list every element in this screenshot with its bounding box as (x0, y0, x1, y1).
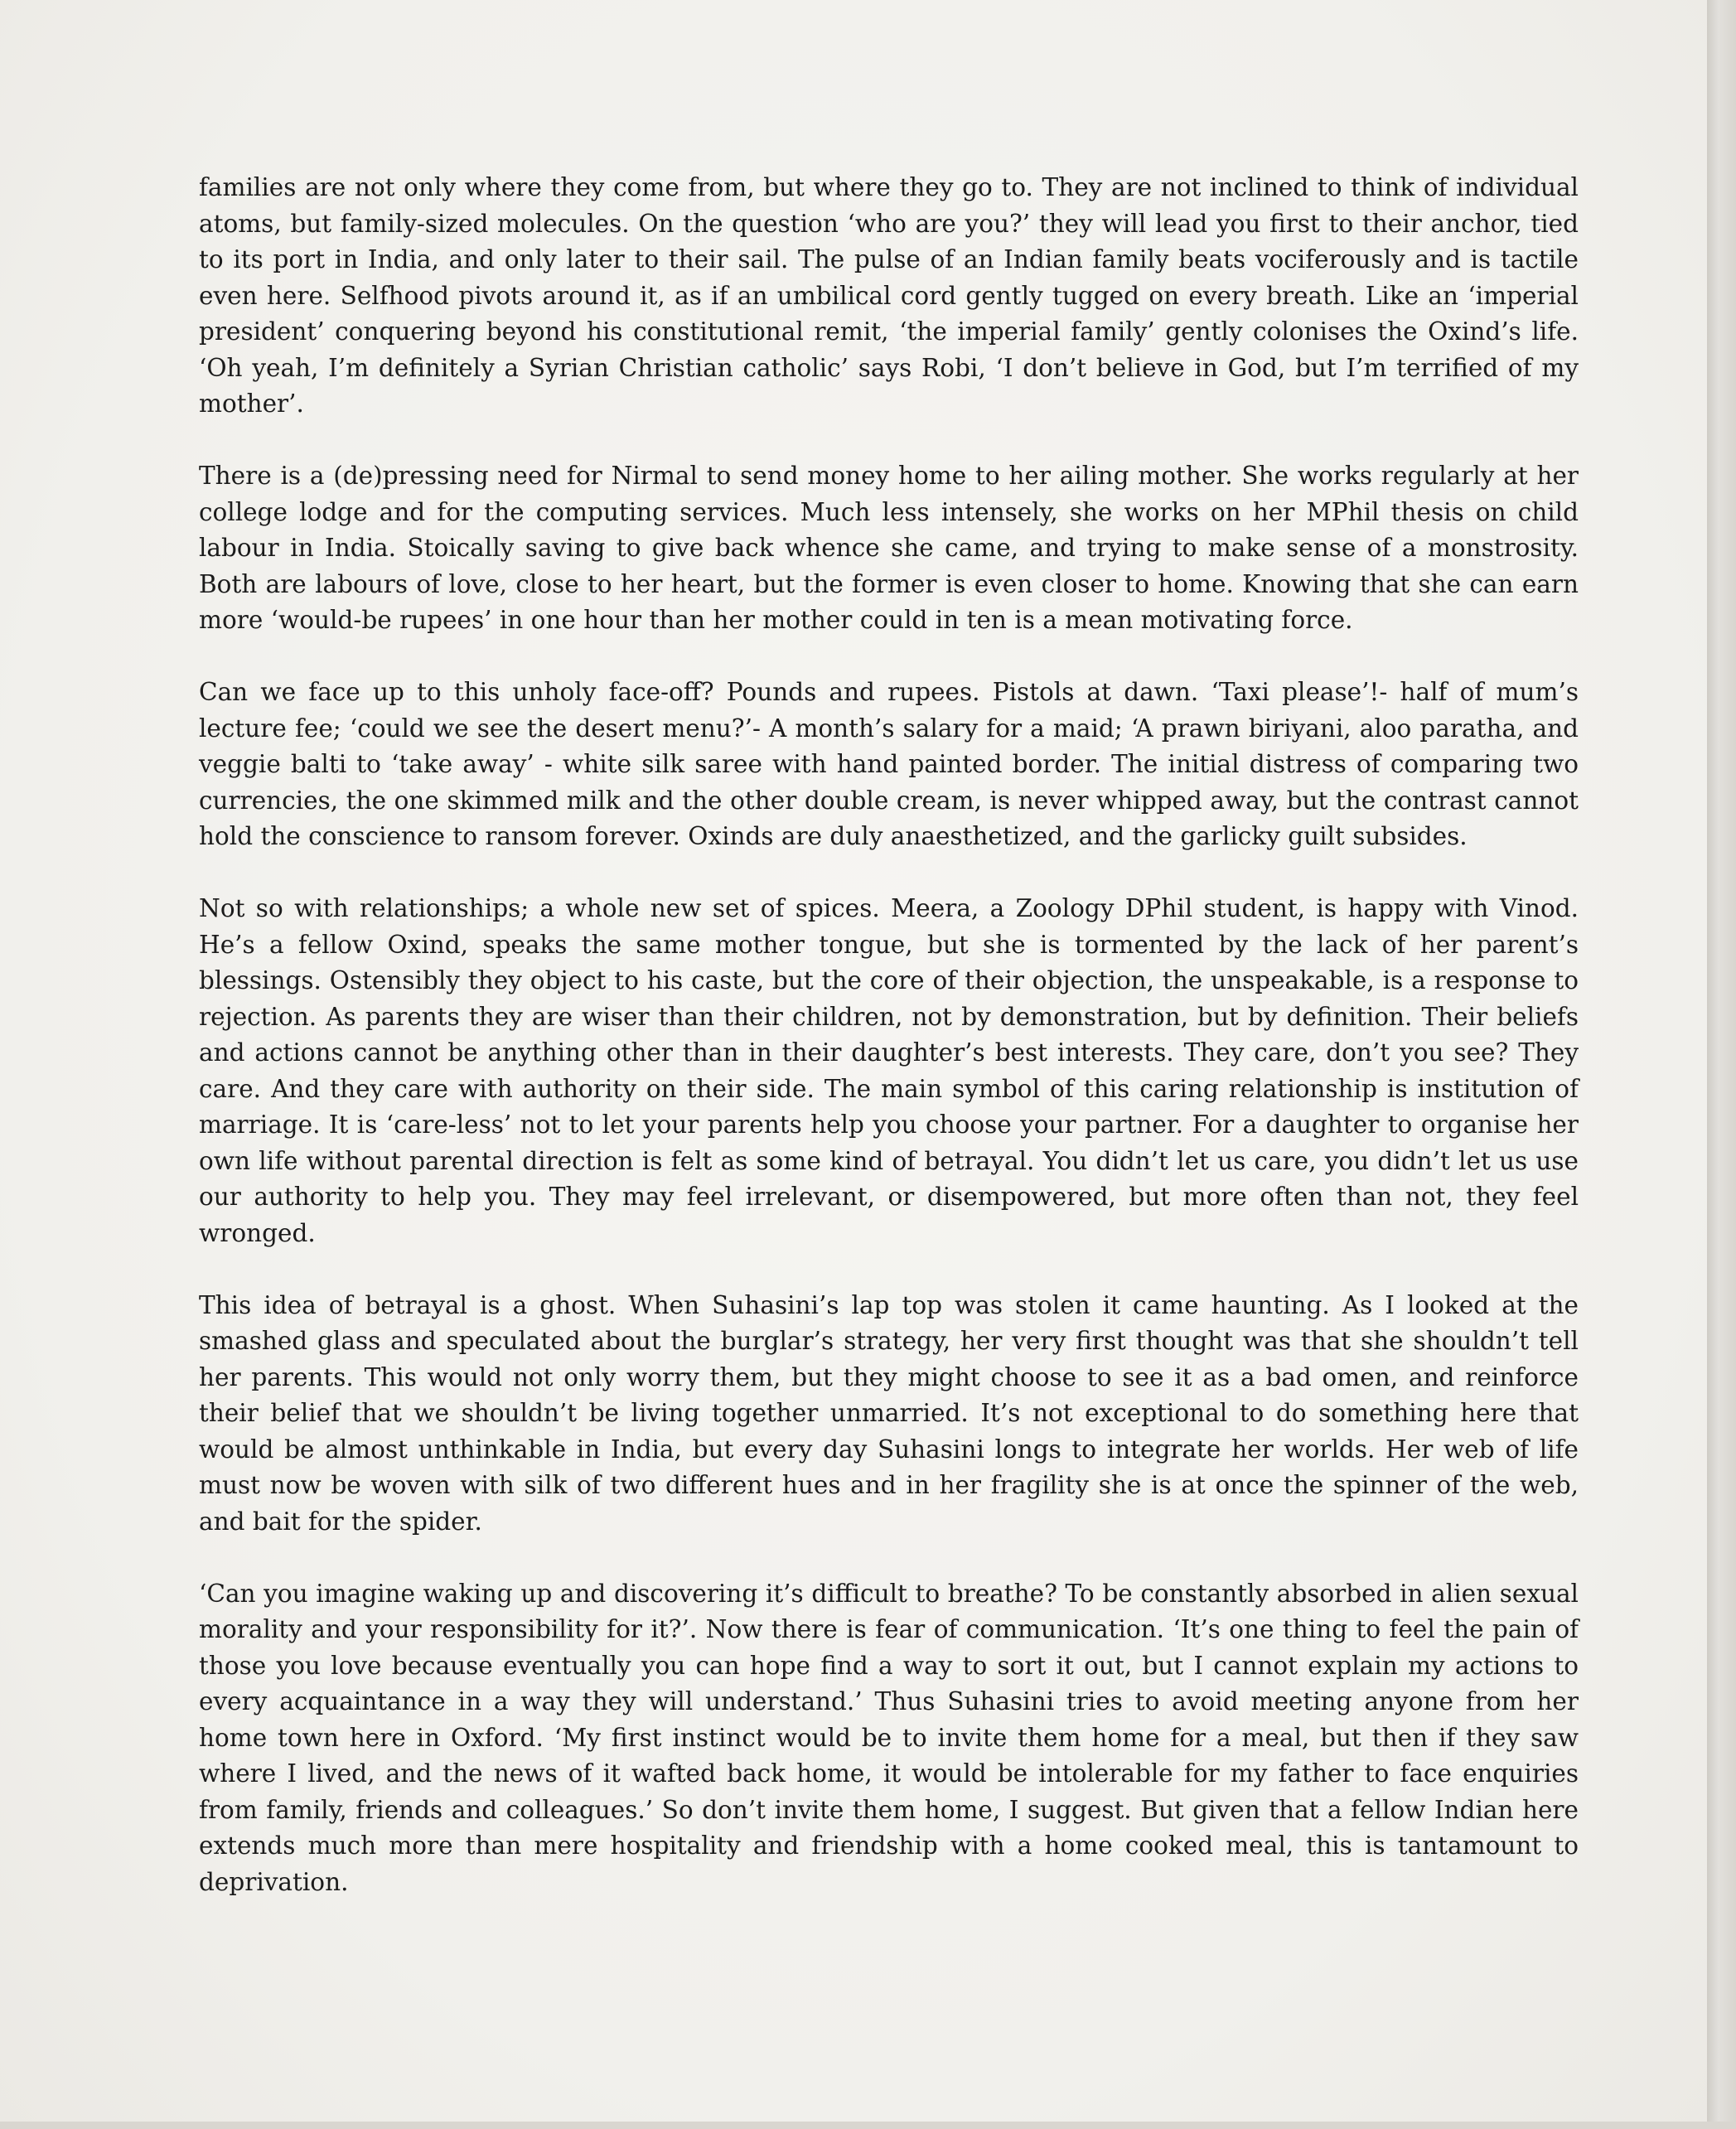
paragraph-pounds-rupees: Can we face up to this unholy face-off? Pounds and rupees. Pistols at dawn. ‘Taxi please’!- half of mum’s lecture fee; ‘could we see the desert menu?’- A month’s salary for a maid; ‘A prawn biriyani, aloo paratha, and veggie balti to ‘take away’ - white silk saree with hand painted border. The initial distress of comparing two currencies, the one skimmed milk and the other double cream, is never whipped away, but the contrast cannot hold the conscience to ransom forever. Oxinds are duly anaesthetized, and the garlicky guilt subsides. (199, 678, 1579, 850)
paragraph-family-anchor: families are not only where they come from, but where they go to. They are not inclined to think of individual atoms, but family-sized molecules. On the question ‘who are you?’ they will lead you first to their anchor, tied to its port in India, and only later to their sail. The pulse of an Indian family beats vociferously and is tactile even here. Selfhood pivots around it, as if an umbilical cord gently tugged on every breath. Like an ‘imperial president’ conquering beyond his constitutional remit, ‘the imperial family’ gently colonises the Oxind’s life. ‘Oh yeah, I’m definitely a Syrian Christian catholic’ says Robi, ‘I don’t believe in God, but I’m terrified of my mother’. (199, 173, 1579, 418)
paragraph-relationships: Not so with relationships; a whole new set of spices. Meera, a Zoology DPhil student, is happy with Vinod. He’s a fellow Oxind, speaks the same mother tongue, but she is tormented by the lack of her parent’s blessings. Ostensibly they object to his caste, but the core of their objection, the unspeakable, is a response to rejection. As parents they are wiser than their children, not by demonstration, but by definition. Their beliefs and actions cannot be anything other than in their daughter’s best interests. They care, don’t you see? They care. And they care with authority on their side. The main symbol of this caring relationship is institution of marriage. It is ‘care-less’ not to let your parents help you choose your partner. For a daughter to organise her own life without parental direction is felt as some kind of betrayal. You didn’t let us care, you didn’t let us use our authority to help you. They may feel irrelevant, or disempowered, but more often than not, they feel wronged. (199, 894, 1579, 1247)
paragraph-fear-communication: ‘Can you imagine waking up and discovering it’s difficult to breathe? To be constantly absorbed in alien sexual morality and your responsibility for it?’. Now there is fear of communication. ‘It’s one thing to feel the pain of those you love because eventually you can hope find a way to sort it out, but I cannot explain my actions to every acquaintance in a way they will understand.’ Thus Suhasini tries to avoid meeting anyone from her home town here in Oxford. ‘My first instinct would be to invite them home for a meal, but then if they saw where I lived, and the news of it wafted back home, it would be intolerable for my father to face enquiries from family, friends and colleagues.’ So don’t invite them home, I suggest. But given that a fellow Indian here extends much more than mere hospitality and friendship with a home cooked meal, this is tantamount to deprivation. (199, 1579, 1579, 1896)
paragraph-betrayal-ghost: This idea of betrayal is a ghost. When Suhasini’s lap top was stolen it came haunting. As I looked at the smashed glass and speculated about the burglar’s strategy, her very first thought was that she shouldn’t tell her parents. This would not only worry them, but they might choose to see it as a bad omen, and reinforce their belief that we shouldn’t be living together unmarried. It’s not exceptional to do something here that would be almost unthinkable in India, but every day Suhasini longs to integrate her worlds. Her web of life must now be woven with silk of two different hues and in her fragility she is at once the spinner of the web, and bait for the spider. (199, 1290, 1579, 1536)
page-bottom-edge (0, 2122, 1736, 2129)
page-edge (1707, 0, 1736, 2129)
body-text (199, 170, 1579, 1900)
paragraph-nirmal-money: There is a (de)pressing need for Nirmal to send money home to her ailing mother. She works regularly at her college lodge and for the computing services. Much less intensely, she works on her MPhil thesis on child labour in India. Stoically saving to give back whence she came, and trying to make sense of a monstrosity. Both are labours of love, close to her heart, but the former is even closer to home. Knowing that she can earn more ‘would-be rupees’ in one hour than her mother could in ten is a mean motivating force. (199, 462, 1579, 634)
